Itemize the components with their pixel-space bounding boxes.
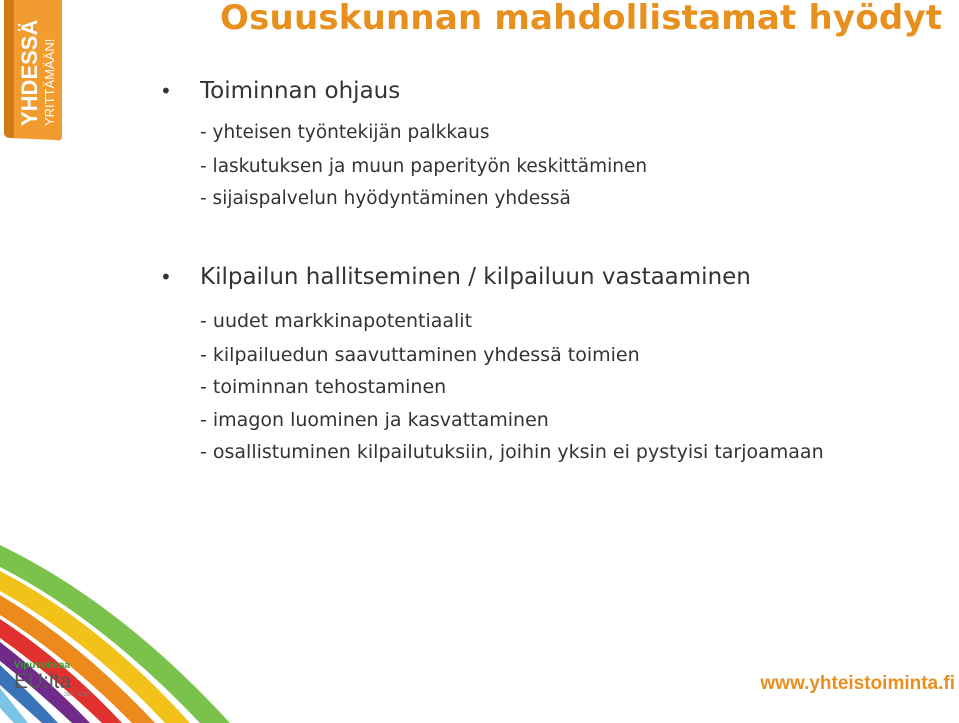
section-1-item: - laskutuksen ja muun paperityön keskittäminen: [200, 156, 648, 177]
section-2-heading: Kilpailun hallitseminen / kilpailuun vastaaminen: [200, 264, 751, 290]
section-1-item: - sijaispalvelun hyödyntäminen yhdessä: [200, 188, 571, 209]
bullet-dot: •: [160, 79, 172, 103]
section-2-item: - toiminnan tehostaminen: [200, 376, 447, 398]
section-2-item: - kilpailuedun saavuttaminen yhdessä toimien: [200, 344, 640, 366]
logo-line1: YHDESSÄ: [17, 19, 42, 126]
section-2-item: - uudet markkinapotentiaalit: [200, 310, 473, 332]
section-1-heading-row: [160, 78, 400, 104]
bullet-dot: •: [160, 265, 172, 289]
section-2-item: - imagon luominen ja kasvattaminen: [200, 409, 549, 431]
section-1-heading: Toiminnan ohjaus: [200, 78, 401, 104]
section-2-heading-row: [160, 264, 751, 290]
section-2-item: - osallistuminen kilpailutuksiin, joihin yksin ei pystyisi tarjoamaan: [200, 441, 824, 463]
eu-logo-main-text: EU:lta: [14, 670, 72, 693]
eu-logo: [14, 660, 89, 698]
yhdessa-yrittamaan-logo: [0, 0, 68, 145]
website-link[interactable]: www.yhteistoiminta.fi: [760, 673, 955, 694]
logo-line2: YRITTÄMÄÄN!: [42, 38, 57, 126]
decorative-stripes: [0, 543, 959, 723]
eu-logo-years: 2007–2013: [64, 692, 90, 698]
section-1-item: - yhteisen työntekijän palkkaus: [200, 122, 490, 143]
eu-logo-small-text: Vipuvoimaa: [14, 660, 70, 671]
page-title: Osuuskunnan mahdollistamat hyödyt: [220, 0, 943, 38]
